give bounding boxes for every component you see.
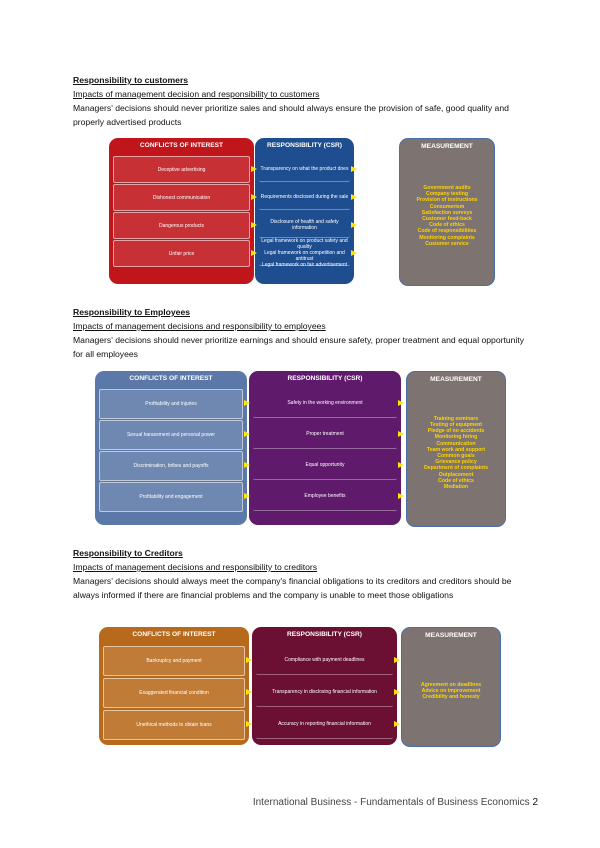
arrow-right-icon: [244, 462, 250, 468]
arrow-right-icon: [251, 194, 257, 200]
arrow-right-icon: [398, 462, 404, 468]
arrow-right-icon: [244, 400, 250, 406]
section-title: Responsibility to Employees: [73, 307, 190, 317]
responsibility-column-header: RESPONSIBILITY (CSR): [267, 142, 342, 149]
arrow-right-icon: [351, 194, 357, 200]
responsibility-column-header: RESPONSIBILITY (CSR): [287, 631, 362, 638]
responsibility-column-header: RESPONSIBILITY (CSR): [287, 375, 363, 382]
arrow-right-icon: [251, 222, 257, 228]
section-creditors: [73, 547, 533, 602]
arrow-right-icon: [394, 657, 400, 663]
conflicts-column-header: CONFLICTS OF INTEREST: [129, 375, 213, 382]
conflicts-column: [109, 138, 254, 284]
responsibility-item: Compliance with payment deadlines: [256, 646, 393, 675]
conflicts-column-header: CONFLICTS OF INTEREST: [139, 142, 224, 149]
responsibility-item: Transparency on what the product does: [259, 156, 350, 182]
conflict-item: Deceptive advertising: [113, 156, 250, 183]
measurement-column-header: MEASUREMENT: [421, 143, 473, 150]
section-subtitle: Impacts of management decisions and responsibility to creditors: [73, 562, 318, 572]
arrow-right-icon: [398, 400, 404, 406]
responsibility-column: [252, 627, 397, 745]
arrow-right-icon: [351, 222, 357, 228]
arrow-right-icon: [398, 493, 404, 499]
responsibility-item: Legal framework on product safety and quality Legal framework on competition and antitrust Legal framework on fair advertisement: [259, 240, 350, 266]
responsibility-item: Safety in the working environment: [253, 389, 397, 418]
measurement-column: [406, 371, 506, 527]
arrow-right-icon: [244, 493, 250, 499]
responsibility-item: Equal opportunity: [253, 451, 397, 480]
measurement-column: [401, 627, 501, 747]
diagram-creditors: [99, 627, 499, 745]
arrow-right-icon: [246, 657, 252, 663]
arrow-right-icon: [246, 689, 252, 695]
responsibility-item: Employee benefits: [253, 482, 397, 511]
responsibility-item: Disclosure of health and safety information: [259, 212, 350, 238]
measurement-column-header: MEASUREMENT: [430, 376, 482, 383]
responsibility-item: Accuracy in reporting financial information: [256, 710, 393, 739]
responsibility-column: [249, 371, 401, 525]
page-number: 2: [532, 797, 538, 808]
section-subtitle: Impacts of management decision and responsibility to customers: [73, 89, 320, 99]
conflict-item: Unfair price: [113, 240, 250, 267]
section-body: Managers' decisions should never prioritize sales and should always ensure the provision of safe, good quality and properly advertised products: [73, 103, 509, 127]
measurement-column-header: MEASUREMENT: [425, 632, 477, 639]
section-body: Managers' decisions should never prioritize earnings and should ensure safety, proper treatment and equal opportunity for all employees: [73, 335, 525, 359]
arrow-right-icon: [251, 250, 257, 256]
arrow-right-icon: [244, 431, 250, 437]
conflicts-column: [95, 371, 247, 525]
conflict-item: Bankruptcy and payment: [103, 646, 245, 676]
section-title: Responsibility to Creditors: [73, 548, 183, 558]
section-customers: [73, 74, 533, 129]
arrow-right-icon: [394, 689, 400, 695]
conflicts-column-header: CONFLICTS OF INTEREST: [132, 631, 216, 638]
responsibility-item: Requirements disclosed during the sale: [259, 184, 350, 210]
arrow-right-icon: [398, 431, 404, 437]
arrow-right-icon: [351, 166, 357, 172]
footer-text: International Business - Fundamentals of Business Economics: [252, 797, 530, 808]
section-subtitle: Impacts of management decisions and responsibility to employees: [73, 321, 326, 331]
section-body: Managers' decisions should always meet the company's financial obligations to its creditors and creditors should be always informed if there are financial problems and the company is unable to meet those obligations: [73, 576, 512, 600]
diagram-employees: [95, 371, 504, 525]
measurement-list: Agreement on deadlines Advice on improvement Credibility and honesty: [420, 681, 482, 701]
conflict-item: Exaggerated financial condition: [103, 678, 245, 708]
measurement-list: Government audits Company testing Provision of instructions Consumerism Satisfaction surveys Customer feed-back Code of ethics Code of responsibilities Monitoring complaints Customer service: [416, 185, 478, 247]
conflict-item: Dishonest communication: [113, 184, 250, 211]
arrow-right-icon: [251, 166, 257, 172]
arrow-right-icon: [351, 250, 357, 256]
responsibility-item: Proper treatment: [253, 420, 397, 449]
conflict-item: Profitability and engagement: [99, 482, 243, 512]
conflict-item: Sexual harassment and personal power: [99, 420, 243, 450]
section-employees: [73, 306, 533, 361]
arrow-right-icon: [394, 721, 400, 727]
responsibility-column: [255, 138, 354, 284]
conflict-item: Discrimination, bribes and payoffs: [99, 451, 243, 481]
page-footer: [253, 797, 538, 808]
diagram-customers: [109, 138, 493, 284]
conflict-item: Profitability and injuries: [99, 389, 243, 419]
section-title: Responsibility to customers: [73, 75, 189, 85]
responsibility-item: Transparency in disclosing financial information: [256, 678, 393, 707]
arrow-right-icon: [246, 721, 252, 727]
measurement-column: [399, 138, 495, 286]
conflict-item: Unethical methods to obtain loans: [103, 710, 245, 740]
conflicts-column: [99, 627, 249, 745]
conflict-item: Dangerous products: [113, 212, 250, 239]
measurement-list: Training seminars Testing of equipment Pledge of no accidents Monitoring hiring Communication Team work and support Common goals Grievance policy Department of complaints Outplacement Code of ethics Mediation: [424, 415, 488, 491]
